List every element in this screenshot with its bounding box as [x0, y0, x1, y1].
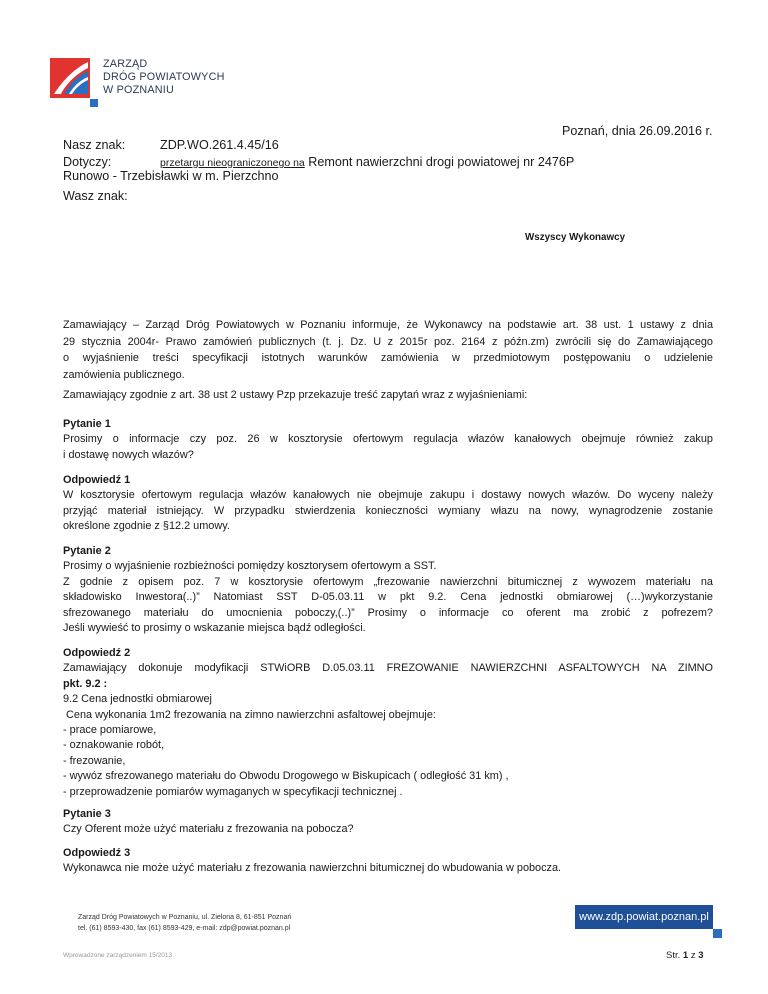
dotyczy-small-text: przetargu nieograniczonego na — [160, 157, 305, 169]
answer-3-text: Wykonawca nie może użyć materiału z frezowania nawierzchni bitumicznej do wbudowania w pobocza. — [63, 862, 562, 875]
intro-line: 29 stycznia 2004r- Prawo zamówień publicznych (t. j. Dz. U z 2015r poz. 2164 z późn.zm) zwrócili się do Zamawiającego — [63, 335, 713, 348]
answer-1-title: Odpowiedź 1 — [63, 474, 131, 486]
logo-line-1: ZARZĄD — [103, 58, 148, 70]
dotyczy-line-2: Runowo - Trzebisławki w m. Pierzchno — [63, 169, 279, 183]
footer-address-line: tel. (61) 8593-430, fax (61) 8593-429, e-mail: zdp@powiat.poznan.pl — [78, 925, 291, 932]
answer-2 — [63, 646, 713, 800]
wasz-znak-label: Wasz znak: — [63, 189, 128, 203]
logo-accent-square — [90, 99, 98, 107]
answer-2-line: - prace pomiarowe, — [63, 724, 157, 737]
logo-line-2: DRÓG POWIATOWYCH — [103, 71, 225, 83]
logo-line-3: W POZNANIU — [103, 84, 174, 96]
logo-text — [103, 58, 225, 97]
question-1 — [63, 417, 713, 463]
page-total: 3 — [698, 950, 704, 961]
question-2-line: Jeśli wywieść to prosimy o wskazanie miejsca bądź odległości. — [63, 622, 366, 635]
answer-2-line: 9.2 Cena jednostki obmiarowej — [63, 693, 212, 706]
answer-2-line: - oznakowanie robót, — [63, 739, 165, 752]
intro-line: zamówienia publicznego. — [63, 368, 185, 381]
answer-2-line: Zamawiający dokonuje modyfikacji STWiORB D.05.03.11 FREZOWANIE NAWIERZCHNI ASFALTOWYCH NA ZIMNO — [63, 662, 713, 675]
question-2-line: Z godnie z opisem poz. 7 w kosztorysie ofertowym „frezowanie nawierzchni bitumicznej z wywozem materiału na — [63, 575, 713, 588]
intro-paragraph — [63, 317, 713, 383]
answer-2-line: Cena wykonania 1m2 frezowania na zimno nawierzchni asfaltowej obejmuje: — [63, 708, 436, 721]
answer-1-line: określone zgodnie z §12.2 umowy. — [63, 520, 230, 533]
website-badge: www.zdp.powiat.poznan.pl — [575, 905, 713, 929]
answer-2-line: - wywóz sfrezowanego materiału do Obwodu Drogowego w Biskupicach ( odległość 31 km) , — [63, 770, 509, 783]
nasz-znak-value: ZDP.WO.261.4.45/16 — [160, 138, 279, 152]
question-3-text: Czy Oferent może użyć materiału z frezowania na pobocza? — [63, 823, 354, 836]
answer-1 — [63, 473, 713, 535]
zdp-logo — [50, 58, 225, 108]
answer-3 — [63, 846, 713, 877]
recipient: Wszyscy Wykonawcy — [525, 232, 626, 243]
answer-3-title: Odpowiedź 3 — [63, 847, 131, 859]
page-number — [666, 950, 704, 961]
question-3 — [63, 807, 713, 838]
question-2 — [63, 544, 713, 636]
question-2-line: Prosimy o wyjaśnienie rozbieżności pomiędzy kosztorysem ofertowym a SST. — [63, 560, 437, 573]
place-date: Poznań, dnia 26.09.2016 r. — [562, 124, 713, 138]
page-prefix: Str. — [666, 950, 683, 961]
dotyczy-text: Remont nawierzchni drogi powiatowej nr 2476P — [304, 155, 575, 169]
question-2-line: składowisko Inwestora(..)” Natomiast SST D-05.03.11 w pkt 9.2. Cena jednostki obmiarowej (…)wykorzystanie — [63, 591, 713, 604]
answer-1-line: W kosztorysie ofertowym regulacja włazów kanałowych nie obejmuje zakupu i dostawy nowych włazów. Do wyceny należy — [63, 489, 713, 502]
question-3-title: Pytanie 3 — [63, 808, 111, 820]
transfer-statement — [63, 388, 713, 403]
footer-address — [78, 912, 291, 934]
page-sep: z — [688, 950, 699, 961]
nasz-znak-label: Nasz znak: — [63, 138, 126, 152]
question-1-title: Pytanie 1 — [63, 418, 111, 430]
answer-1-line: przyjąć materiał istniejący. W przypadku stwierdzenia konieczności wymiany włazu na nowy, wynagrodzenie zostanie — [63, 504, 713, 517]
question-2-line: sfrezowanego materiału do umocnienia poboczy,(..)” Prosimy o informacje co oferent ma zrobić z pofrezem? — [63, 606, 713, 619]
answer-2-line: - frezowanie, — [63, 754, 126, 767]
footer-address-line: Zarząd Dróg Powiatowych w Poznaniu, ul. Zielona 8, 61-851 Poznań — [78, 914, 292, 921]
answer-2-title: Odpowiedź 2 — [63, 647, 131, 659]
website-accent-square — [713, 929, 722, 938]
question-1-line: Prosimy o informacje czy poz. 26 w kosztorysie ofertowym regulacja włazów kanałowych obejmuje również zakup — [63, 433, 713, 446]
question-1-line: i dostawę nowych włazów? — [63, 448, 194, 461]
intro-line: o wyjaśnienie treści specyfikacji istotnych warunków zamówienia w przedmiotowym postępowaniu o udzielenie — [63, 352, 713, 365]
answer-2-line: - przeprowadzenie pomiarów wymaganych w specyfikacji technicznej . — [63, 785, 403, 798]
answer-2-pkt: pkt. 9.2 : — [63, 677, 108, 690]
question-2-title: Pytanie 2 — [63, 545, 111, 557]
page-current: 1 — [682, 950, 689, 961]
transfer-text: Zamawiający zgodnie z art. 38 ust 2 ustawy Pzp przekazuje treść zapytań wraz z wyjaśnieniami: — [63, 389, 528, 401]
footer-note: Wprowadzone zarządzeniem 15/2013 — [63, 952, 173, 959]
zdp-logo-icon — [50, 58, 90, 98]
intro-line: Zamawiający – Zarząd Dróg Powiatowych w Poznaniu informuje, że Wykonawcy na podstawie art. 38 ust. 1 ustawy z dnia — [63, 319, 713, 331]
dotyczy-label: Dotyczy: — [63, 155, 112, 169]
